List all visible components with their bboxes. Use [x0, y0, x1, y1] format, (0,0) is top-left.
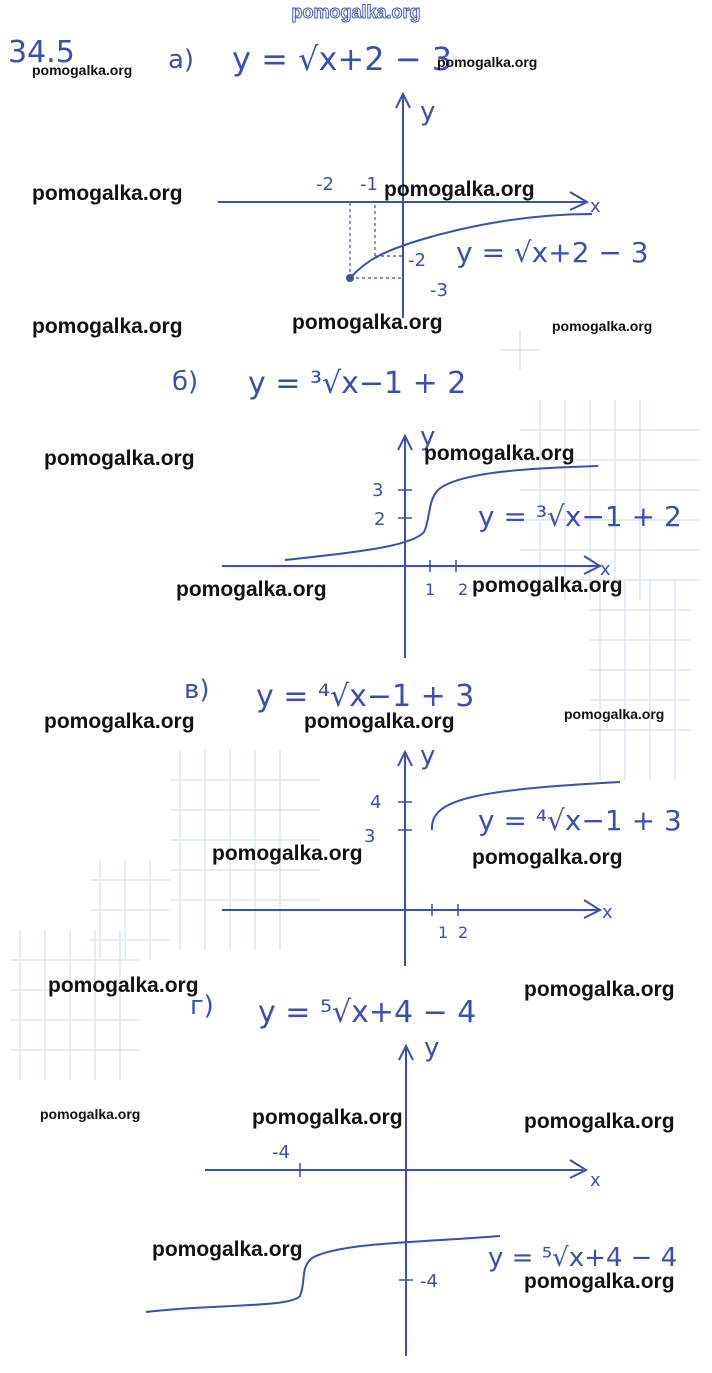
part-b-curve-label: y = ³√x−1 + 2 [478, 500, 682, 533]
part-a-x-label: x [590, 196, 601, 217]
watermark: pomogalka.org [252, 1106, 403, 1129]
watermark: pomogalka.org [524, 1270, 675, 1293]
watermark: pomogalka.org [424, 442, 575, 465]
watermark: pomogalka.org [552, 318, 653, 334]
part-a-tick-neg2-x: -2 [316, 174, 334, 195]
part-b-tick-1: 1 [425, 580, 436, 599]
part-c-y-label: y [420, 741, 436, 771]
watermark: pomogalka.org [44, 710, 195, 733]
part-d-label: г) [190, 991, 214, 1021]
part-a-tick-neg2-y: -2 [408, 250, 426, 271]
part-b-label: б) [172, 367, 199, 397]
part-a-guides [350, 202, 403, 278]
watermark: pomogalka.org [152, 1238, 303, 1261]
part-b-x-label: x [600, 559, 611, 580]
watermark: pomogalka.org [32, 182, 183, 205]
watermark: pomogalka.org [384, 178, 535, 201]
part-b-equation: y = ³√x−1 + 2 [248, 366, 467, 401]
part-a-equation: y = √x+2 − 3 [232, 40, 453, 78]
part-d-equation: y = ⁵√x+4 − 4 [258, 995, 477, 1030]
watermark: pomogalka.org [48, 974, 199, 997]
part-b-tick-2: 2 [374, 509, 386, 530]
part-d-tick-neg4-y: -4 [420, 1271, 438, 1292]
part-c-equation: y = ⁴√x−1 + 3 [256, 679, 475, 714]
part-b-tick-2x: 2 [458, 580, 469, 599]
watermark: pomogalka.org [32, 62, 133, 78]
watermark: pomogalka.org [437, 54, 538, 70]
part-c-tick-4: 4 [370, 792, 382, 813]
part-d-ticks [300, 1163, 413, 1280]
part-c-tick-2: 2 [458, 923, 469, 942]
watermark: pomogalka.org [292, 311, 443, 334]
part-a-graph [218, 94, 592, 318]
site-logo: pomogalka.org [291, 2, 421, 22]
part-c-curve-label: y = ⁴√x−1 + 3 [478, 804, 682, 837]
part-b-tick-3: 3 [372, 480, 384, 501]
watermark: pomogalka.org [32, 315, 183, 338]
part-c-x-label: x [602, 902, 613, 923]
problem-number: 34.5 [8, 35, 75, 70]
part-a-y-label: y [420, 97, 436, 127]
watermark: pomogalka.org [472, 574, 623, 597]
part-d-graph [146, 1046, 586, 1356]
part-c-ticks [398, 802, 458, 916]
watermark: pomogalka.org [40, 1106, 141, 1122]
part-b-graph [222, 436, 600, 658]
part-d-x-label: x [590, 1170, 601, 1191]
watermark: pomogalka.org [524, 978, 675, 1001]
part-a-curve-label: y = √x+2 − 3 [456, 236, 649, 269]
part-a-tick-neg1-x: -1 [360, 174, 378, 195]
watermark: pomogalka.org [176, 578, 327, 601]
part-d-curve-label: y = ⁵√x+4 − 4 [488, 1243, 678, 1273]
part-a-label: а) [168, 45, 195, 75]
watermark: pomogalka.org [44, 447, 195, 470]
part-b-ticks [398, 490, 456, 572]
watermark: pomogalka.org [564, 706, 665, 722]
watermark: pomogalka.org [304, 710, 455, 733]
part-b-y-label: y [420, 422, 436, 452]
part-c-tick-3: 3 [364, 826, 376, 847]
watermark: pomogalka.org [472, 846, 623, 869]
part-d-tick-neg4-x: -4 [272, 1142, 290, 1163]
watermark: pomogalka.org [524, 1110, 675, 1133]
part-a-tick-neg3-y: -3 [430, 280, 448, 301]
part-d-y-label: y [424, 1033, 440, 1063]
watermark: pomogalka.org [212, 842, 363, 865]
part-c-tick-1: 1 [438, 923, 449, 942]
part-c-label: в) [184, 675, 210, 705]
